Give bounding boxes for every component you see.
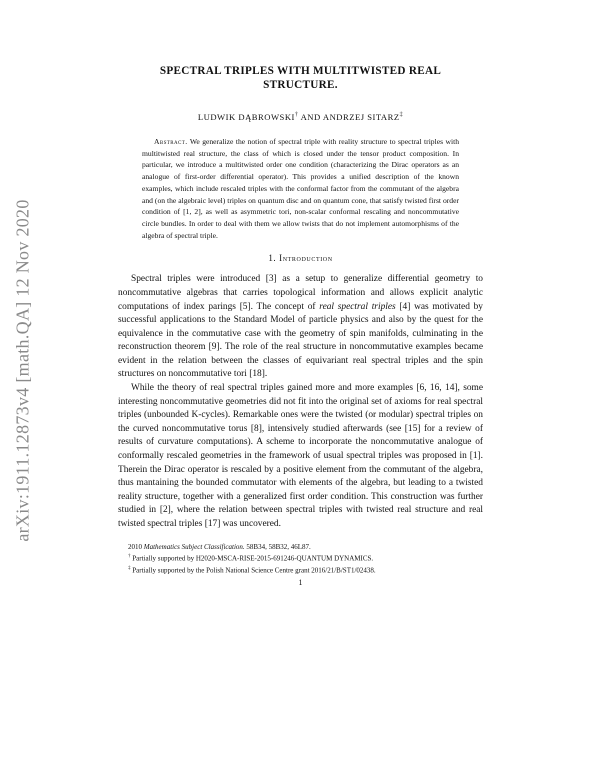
footnote-msc-label: Mathematics Subject Classification.	[143, 542, 245, 551]
footnote-msc	[128, 542, 483, 552]
footnote-msc-codes: 58B34, 58B32, 46L87.	[244, 542, 311, 551]
footnote-sitarz-funding-text: Partially supported by the Polish National Science Centre grant 2016/21/B/ST1/02438.	[130, 565, 376, 574]
intro-paragraph-1-emphasis: real spectral triples	[319, 301, 396, 312]
author-list	[118, 112, 483, 122]
footnote-double-dagger-mark: ‡	[128, 565, 131, 571]
abstract	[142, 136, 459, 241]
arxiv-identifier-text: arXiv:1911.12873v4 [math.QA] 12 Nov 2020	[12, 198, 33, 542]
author-sitarz-footnote-mark: ‡	[399, 112, 404, 119]
intro-paragraph-1	[118, 273, 483, 382]
author-dabrowski-footnote-mark: †	[294, 112, 299, 119]
abstract-text: We generalize the notion of spectral triple with reality structure to spectral triples with multitwisted real structure, the class of which is closed under the tensor product composition. In particular, we introduce a multitwisted order one condition (characterizing the Dirac operators as an analogue of first-order differential operator). This provides a unified description of the known examples, which include rescaled triples with the conformal factor from the commutant of the algebra and (on the algebraic level) triples on quantum disc and on quantum cone, that satisfy twisted first order condition of [1, 2], as well as asymmetric tori, non-scalar conformal rescaling and noncommutative circle bundles. In order to deal with them we allow twists that do not implement automorphisms of the algebra of spectral triple.	[142, 137, 459, 240]
footnote-sitarz-funding	[128, 564, 483, 576]
intro-paragraph-1-start: Spectral triples were introduced [3] as a setup to generalize differential geometry to noncommutative algebras that carries topological information and allows explicit analytic computations of index parings [5]. The concept of	[118, 274, 483, 312]
section-title: Introduction	[279, 253, 333, 264]
abstract-label: Abstract.	[154, 137, 188, 146]
footnote-msc-year: 2010	[128, 542, 144, 551]
title-line-1: SPECTRAL TRIPLES WITH MULTITWISTED REAL	[159, 65, 442, 77]
paper-title	[118, 64, 483, 92]
footnote-dabrowski-funding-text: Partially supported by H2020-MSCA-RISE-2015-691246-QUANTUM DYNAMICS.	[130, 554, 374, 563]
authors-conjunction: AND	[298, 112, 323, 122]
footnote-dabrowski-funding	[128, 552, 483, 564]
title-line-2: STRUCTURE.	[263, 79, 338, 91]
intro-paragraph-2: While the theory of real spectral triples gained more and more examples [6, 16, 14], some interesting noncommutative geometries did not fit into the original set of axioms for real spectral triples (unbounded K-cycles). Remarkable ones were the twisted (or modular) spectral triples on the curved noncommutative torus [8], intensively studied afterwards (see [15] for a review of results of curvature computations). A scheme to incorporate the noncommutative analogue of conformally rescaled geometries in the framework of usual spectral triples was proposed in [1]. Therein the Dirac operator is rescaled by a positive element from the commutant of the algebra, thus mantaining the bounded commutator with elements of the algebra, but leading to a twisted reality structure, together with a generalized first order condition. This construction was further studied in [2], where the relation between spectral triples with twisted real structure and real twisted spectral triples [17] was uncovered.	[118, 383, 483, 530]
footnote-dagger-mark: †	[128, 553, 131, 559]
arxiv-identifier-stamp	[4, 160, 42, 580]
section-heading-introduction	[118, 253, 483, 263]
page-number: 1	[298, 578, 303, 588]
paper-page	[118, 64, 483, 587]
author-sitarz: ANDRZEJ SITARZ	[322, 112, 400, 122]
author-dabrowski: LUDWIK DĄBROWSKI	[197, 112, 295, 122]
intro-paragraph-1-end: [4] was motivated by successful applications to the Standard Model of particle physics and also by the quest for the equivalence in the commutative case with the geometry of spin manifolds, culminating in the reconstruction theorem [9]. The role of the real structure in noncommutative examples became evident in the relation between the classes of equivariant real spectral triples and the spin structures on noncommutative tori [18].	[118, 301, 483, 380]
section-number: 1.	[268, 253, 280, 264]
footnotes	[118, 542, 483, 576]
